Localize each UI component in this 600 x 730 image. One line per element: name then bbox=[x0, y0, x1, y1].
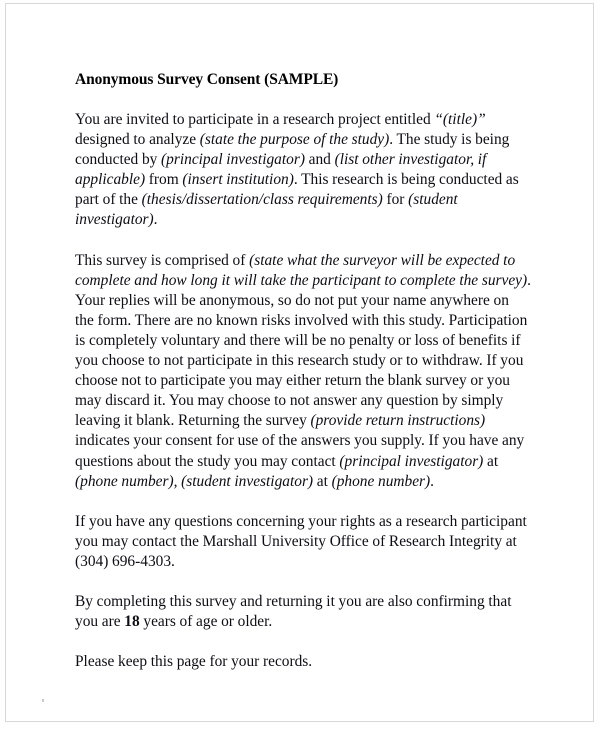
body-text: from bbox=[145, 171, 183, 189]
body-text: You are invited to participate in a research project entitled bbox=[75, 111, 435, 128]
body-text: . bbox=[153, 211, 158, 229]
emphasized-text: 18 bbox=[124, 613, 140, 631]
placeholder-text: (student investigator) bbox=[75, 191, 458, 229]
document-content bbox=[75, 70, 531, 672]
body-text: Please keep this page for your records. bbox=[75, 653, 313, 671]
paragraph-survey-details bbox=[75, 251, 531, 492]
scan-artifact-speck bbox=[42, 699, 44, 702]
body-text: This survey is comprised of bbox=[75, 251, 250, 269]
body-text: at bbox=[483, 452, 499, 470]
placeholder-text: (phone number), (student investigator) bbox=[75, 472, 317, 490]
page-title: Anonymous Survey Consent (SAMPLE) bbox=[75, 71, 339, 88]
placeholder-text: (phone number) bbox=[331, 472, 431, 490]
placeholder-text: (thesis/dissertation/class requirements) bbox=[141, 191, 383, 209]
body-text: . The study is being conducted by bbox=[75, 131, 510, 169]
body-text: indicates your consent for use of the answers you supply. If you have any questions about the study you may contact bbox=[75, 432, 525, 470]
body-text: at bbox=[316, 472, 332, 490]
paragraph-intro bbox=[75, 110, 531, 231]
placeholder-text: (list other investigator, if applicable) bbox=[75, 151, 487, 189]
body-text: By completing this survey and returning it you are also confirming that you are bbox=[75, 592, 512, 631]
paragraph-age-confirmation bbox=[75, 592, 531, 632]
body-text: years of age or older. bbox=[139, 613, 273, 631]
body-text: and bbox=[304, 151, 335, 169]
placeholder-text: (provide return instructions) bbox=[310, 412, 486, 430]
body-text: for bbox=[382, 191, 409, 209]
placeholder-text: (principal investigator) bbox=[339, 452, 484, 470]
body-text: . This research is being conducted as part of the bbox=[75, 171, 519, 209]
body-text: designed to analyze bbox=[75, 131, 200, 149]
paragraph-keep-page bbox=[75, 652, 531, 672]
placeholder-text: “(title)” bbox=[434, 111, 486, 128]
document-page bbox=[5, 3, 594, 722]
body-text: If you have any questions concerning your rights as a research participant you may contact the Marshall University Office of Research Integrity at (304) 696-4303. bbox=[75, 512, 527, 570]
document-paragraphs bbox=[75, 110, 531, 672]
placeholder-text: (insert institution) bbox=[182, 171, 294, 189]
body-text: . Your replies will be anonymous, so do not put your name anywhere on the form. There are no known risks involved with this study. Participation is completely voluntary and there will be no penalty or loss of benefits if you choose to not participate in this research study or to withdraw. If you choose not to participate you may either return the blank survey or you may discard it. You may choose to not answer any question by simply leaving it blank. Returning the survey bbox=[75, 271, 531, 430]
placeholder-text: (state what the surveyor will be expected to complete and how long it will take the participant to complete the survey) bbox=[75, 251, 528, 289]
paragraph-rights-contact bbox=[75, 512, 531, 572]
placeholder-text: (state the purpose of the study) bbox=[199, 131, 390, 149]
placeholder-text: (principal investigator) bbox=[161, 151, 305, 169]
body-text: . bbox=[430, 472, 435, 490]
